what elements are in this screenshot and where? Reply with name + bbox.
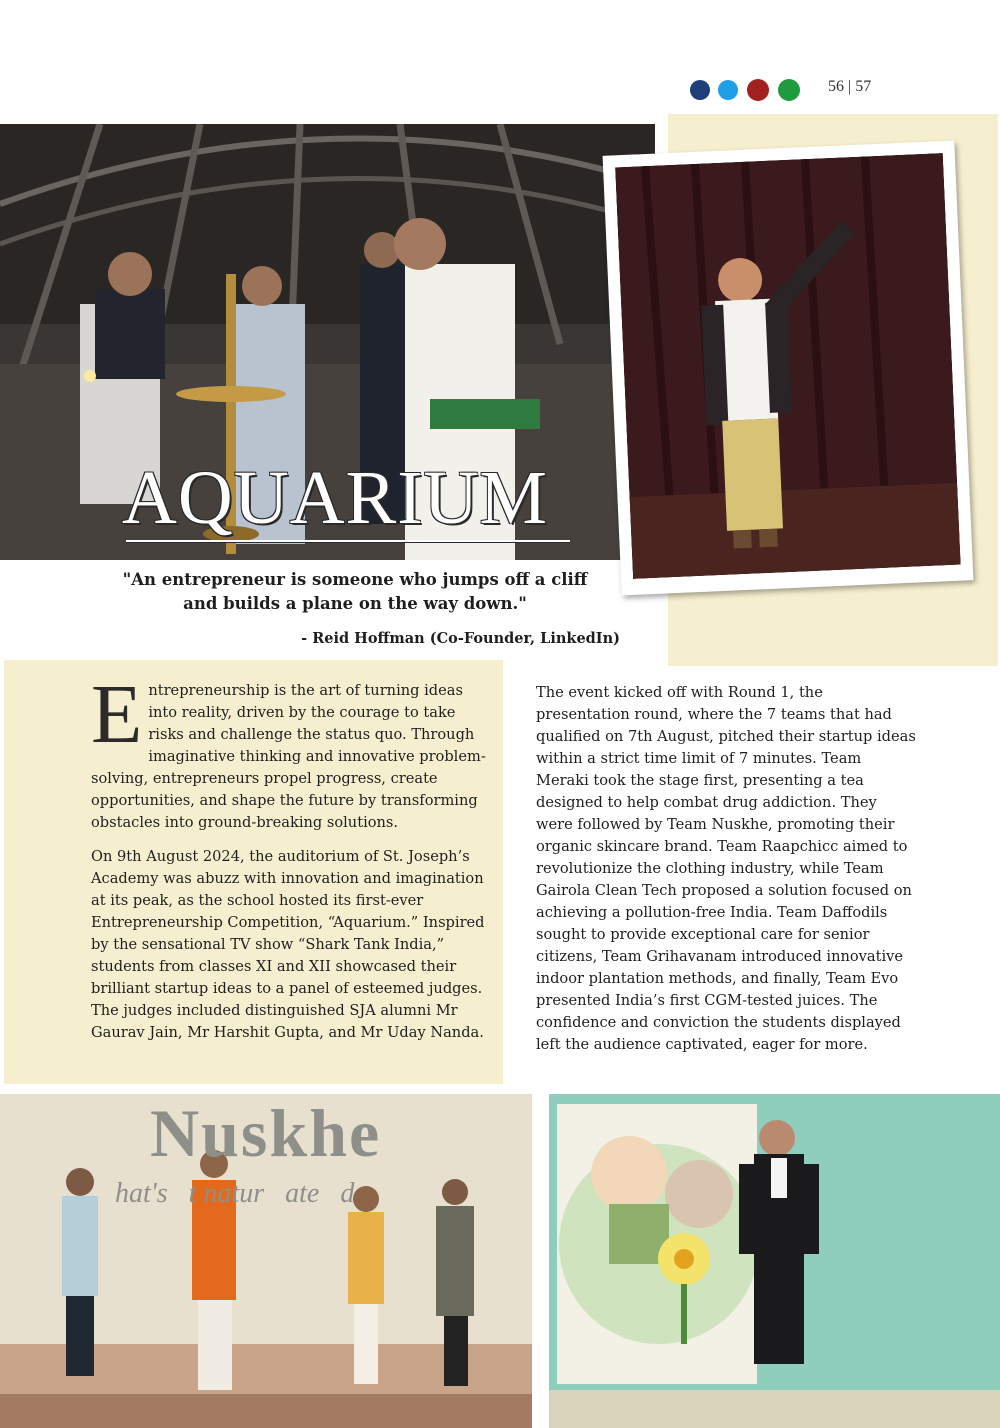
drop-cap: E	[91, 668, 143, 761]
nuskhe-banner-title: Nuskhe	[150, 1095, 382, 1171]
red-dot	[747, 79, 769, 101]
event-paragraph: On 9th August 2024, the auditorium of St. Joseph’s Academy was abuzz with innovation and imagination at its peak, as the school hosted its first-ever Entrepreneurship Competition, “Aquarium.” Inspired by the sensational TV show “Shark Tank India,” students from classes XI and XII showcased their brilliant startup ideas to a panel of esteemed judges. The judges included distinguished SJA alumni Mr Gaurav Jain, Mr Harshit Gupta, and Mr Uday Nanda.	[91, 848, 485, 1041]
nuskhe-team-photo	[0, 1094, 532, 1428]
article-left-column	[91, 668, 487, 1044]
tilted-photo-frame	[603, 141, 974, 596]
page-numbers: 56 | 57	[828, 78, 872, 95]
hero-title: AQUARIUM	[122, 456, 548, 540]
quote-text: "An entrepreneur is someone who jumps off a cliff and builds a plane on the way down."	[122, 570, 588, 613]
intro-paragraph-text: ntrepreneurship is the art of turning ideas into reality, driven by the courage to take risks and challenge the status quo. Through imaginative thinking and innovative problem-solving, entrepreneurs propel progress, create opportunities, and shape the future by transforming obstacles into ground-breaking solutions.	[91, 682, 486, 831]
article-right-column	[536, 682, 918, 1056]
blue-dot	[718, 80, 738, 100]
stage-performer-photo	[615, 153, 961, 579]
green-dot	[778, 79, 800, 101]
quote-author: - Reid Hoffman (Co-Founder, LinkedIn)	[301, 630, 620, 647]
round-one-paragraph: The event kicked off with Round 1, the presentation round, where the 7 teams that had qualified on 7th August, pitched their startup ideas within a strict time limit of 7 minutes. Team Meraki took the stage first, presenting a tea designed to help combat drug addiction. They were followed by Team Nuskhe, promoting their organic skincare brand. Team Raapchicc aimed to revolutionize the clothing industry, while Team Gairola Clean Tech proposed a solution focused on achieving a pollution-free India. Team Daffodils sought to provide exceptional care for senior citizens, Team Grihavanam introduced innovative indoor plantation methods, and finally, Team Evo presented India’s first CGM-tested juices. The confidence and conviction the students displayed left the audience captivated, eager for more.	[536, 684, 916, 1053]
daffodils-speaker-photo	[549, 1094, 1000, 1428]
title-underline	[126, 540, 570, 542]
nuskhe-banner-subtitle: hat's t natur ate d	[115, 1178, 355, 1209]
intro-paragraph	[91, 668, 487, 834]
navy-dot	[690, 80, 710, 100]
